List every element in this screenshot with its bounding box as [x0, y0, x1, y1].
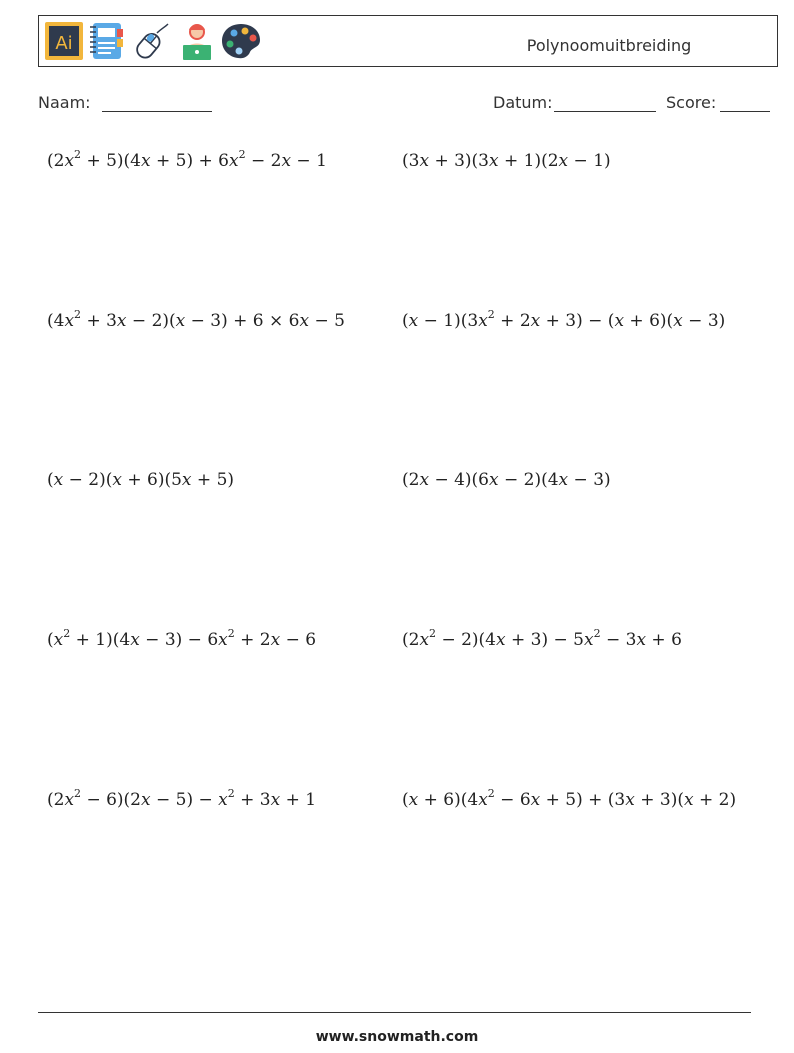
variable: x — [419, 151, 430, 171]
problem-4 — [402, 308, 726, 331]
expression-text: + 3 — [81, 311, 117, 331]
expression-text: + 3) − ( — [540, 311, 615, 331]
expression-text: − 6)(2 — [81, 790, 141, 810]
expression-text: + 6)(4 — [418, 790, 479, 810]
expression-text: (2 — [47, 151, 65, 171]
expression-text: − 2)(4 — [498, 470, 559, 490]
expression-text: ( — [402, 790, 409, 810]
variable: x — [218, 630, 228, 650]
expression-text: + 6 — [646, 630, 682, 650]
variable: x — [408, 790, 419, 810]
variable: x — [489, 151, 499, 171]
variable: x — [218, 790, 228, 810]
expression-text: + 3 — [234, 790, 271, 810]
variable: x — [270, 630, 281, 650]
expression-text: − 2)( — [126, 311, 176, 331]
expression-text: − 4)(6 — [429, 470, 489, 490]
expression-text: − 2)( — [63, 470, 113, 490]
variable: x — [419, 470, 430, 490]
name-label: Naam: — [38, 93, 91, 112]
footer-url: www.snowmath.com — [315, 1029, 479, 1045]
expression-text: (2 — [402, 470, 420, 490]
expression-text: − 1) — [568, 151, 611, 171]
exponent: 2 — [238, 148, 246, 161]
expression-text: + 1 — [280, 790, 317, 810]
expression-text: + 2 — [494, 311, 531, 331]
expression-text: − 2 — [245, 151, 282, 171]
expression-text: − 1 — [291, 151, 327, 171]
worksheet-header — [38, 15, 778, 67]
variable: x — [636, 630, 647, 650]
variable: x — [281, 151, 292, 171]
variable: x — [181, 470, 192, 490]
expression-text: − 2)(4 — [436, 630, 496, 650]
expression-text: + 5) — [191, 470, 235, 490]
variable: x — [112, 470, 122, 490]
worksheet-title: Polynoomuitbreiding — [526, 36, 692, 55]
date-label: Datum: — [493, 93, 553, 112]
expression-text: + 5) + 6 — [150, 151, 229, 171]
variable: x — [228, 151, 239, 171]
expression-text: + 6)(5 — [121, 470, 182, 490]
expression-text: + 3) − 5 — [505, 630, 584, 650]
exponent: 2 — [487, 308, 495, 321]
expression-text: − 3) — [682, 311, 726, 331]
exponent: 2 — [227, 627, 235, 640]
problem-6 — [402, 472, 611, 489]
variable: x — [478, 790, 488, 810]
exponent: 2 — [593, 627, 601, 640]
variable: x — [558, 470, 569, 490]
notebook-icon — [87, 21, 127, 61]
expression-text: (2 — [402, 630, 420, 650]
expression-text: − 3 — [600, 630, 637, 650]
variable: x — [558, 151, 569, 171]
problem-9 — [47, 787, 317, 810]
paint-palette-icon — [221, 21, 261, 61]
exponent: 2 — [429, 627, 437, 640]
exponent: 2 — [487, 787, 495, 800]
expression-text: + 6)( — [624, 311, 674, 331]
expression-text: ( — [47, 470, 54, 490]
variable: x — [53, 630, 64, 650]
variable: x — [64, 790, 75, 810]
variable: x — [673, 311, 683, 331]
variable: x — [270, 790, 281, 810]
expression-text: + 5)(4 — [81, 151, 141, 171]
variable: x — [141, 790, 151, 810]
problem-7 — [47, 627, 317, 650]
variable: x — [299, 311, 310, 331]
variable: x — [175, 311, 186, 331]
date-blank — [554, 111, 656, 112]
variable: x — [530, 790, 541, 810]
score-label: Score: — [666, 93, 717, 112]
problem-10 — [402, 787, 737, 810]
score-blank — [720, 111, 770, 112]
footer-divider — [38, 1012, 751, 1013]
variable: x — [496, 630, 506, 650]
expression-text: − 3) + 6 × 6 — [185, 311, 300, 331]
problem-1 — [47, 148, 327, 171]
illustrator-app-icon — [44, 21, 84, 61]
expression-text: − 3) — [568, 470, 611, 490]
expression-text: ( — [402, 311, 409, 331]
name-blank — [102, 111, 212, 112]
variable: x — [419, 630, 430, 650]
exponent: 2 — [74, 787, 82, 800]
expression-text: − 3) − 6 — [139, 630, 219, 650]
expression-text: + 3)( — [634, 790, 684, 810]
expression-text: + 2) — [693, 790, 737, 810]
expression-text: + 1)(4 — [70, 630, 131, 650]
computer-mouse-icon — [131, 21, 171, 61]
expression-text: − 1)(3 — [418, 311, 479, 331]
expression-text: (3 — [402, 151, 420, 171]
expression-text: ( — [47, 630, 54, 650]
variable: x — [489, 470, 499, 490]
problem-3 — [47, 308, 345, 331]
variable: x — [478, 311, 488, 331]
expression-text: − 6 — [280, 630, 317, 650]
variable: x — [583, 630, 594, 650]
expression-text: + 2 — [234, 630, 271, 650]
person-at-laptop-icon — [177, 21, 217, 61]
expression-text: − 5) − — [150, 790, 219, 810]
variable: x — [64, 151, 75, 171]
problem-5 — [47, 472, 234, 489]
problem-8 — [402, 627, 682, 650]
variable: x — [116, 311, 127, 331]
problem-2 — [402, 153, 611, 170]
exponent: 2 — [227, 787, 235, 800]
exponent: 2 — [74, 308, 82, 321]
exponent: 2 — [74, 148, 82, 161]
variable: x — [141, 151, 151, 171]
variable: x — [130, 630, 140, 650]
illustrator-text: Ai — [55, 33, 73, 54]
variable: x — [530, 311, 541, 331]
variable: x — [683, 790, 694, 810]
expression-text: + 1)(2 — [498, 151, 559, 171]
variable: x — [408, 311, 419, 331]
expression-text: (2 — [47, 790, 65, 810]
expression-text: − 5 — [309, 311, 345, 331]
expression-text: − 6 — [494, 790, 531, 810]
variable: x — [625, 790, 635, 810]
variable: x — [53, 470, 64, 490]
expression-text: + 3)(3 — [429, 151, 489, 171]
variable: x — [64, 311, 75, 331]
exponent: 2 — [63, 627, 71, 640]
expression-text: (4 — [47, 311, 65, 331]
expression-text: + 5) + (3 — [540, 790, 626, 810]
variable: x — [614, 311, 625, 331]
